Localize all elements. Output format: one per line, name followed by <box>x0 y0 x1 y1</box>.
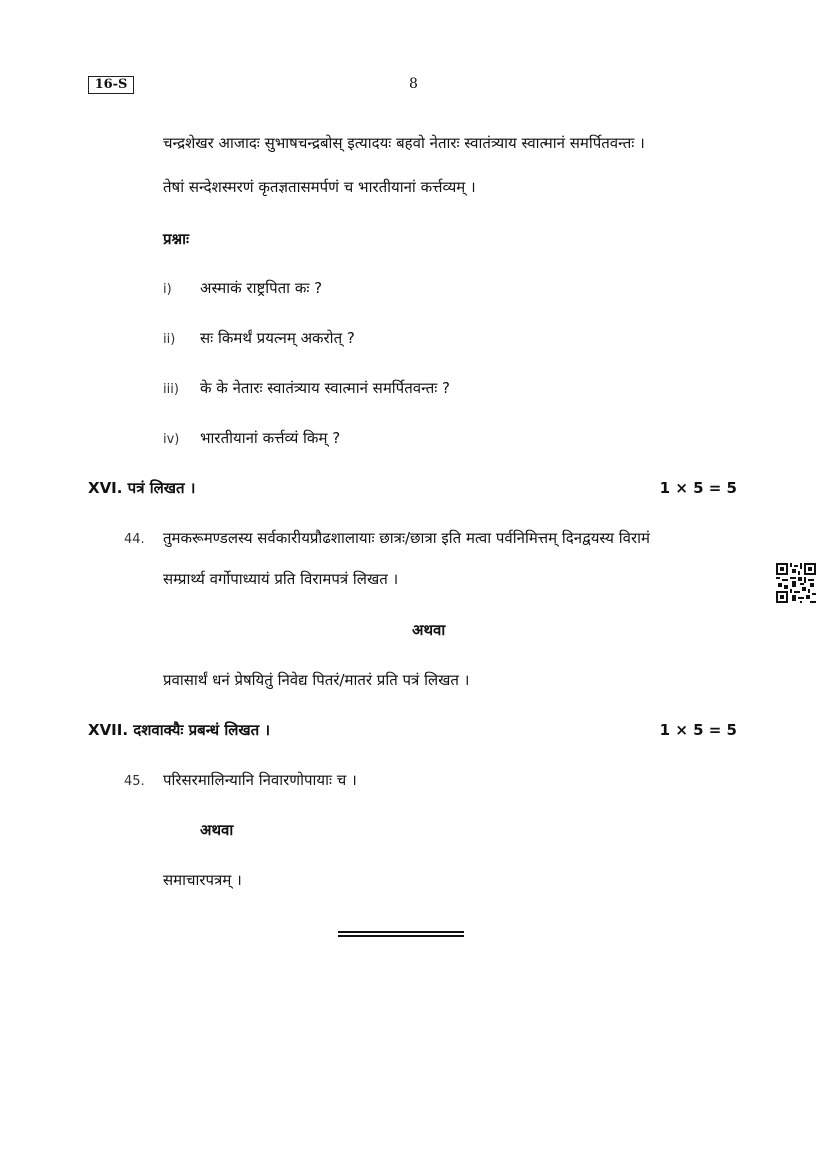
question-text: भारतीयानां कर्त्तव्यं किम् ? <box>200 429 341 447</box>
question-number: i) <box>163 282 172 297</box>
passage-line-1: चन्द्रशेखर आजादः सुभाषचन्द्रबोस् इत्यादयः बहवो नेतारः स्वातंत्र्याय स्वात्मानं समर्पितवन्तः । <box>163 134 645 152</box>
questions-heading: प्रश्नाः <box>163 230 190 248</box>
question-45-number: 45. <box>124 774 145 789</box>
end-rule-bottom <box>338 935 464 937</box>
section-17-title: XVII. दशवाक्यैः प्रबन्धं लिखत । <box>88 721 271 739</box>
end-rule-top <box>338 931 464 933</box>
passage-line-2: तेषां सन्देशस्मरणं कृतज्ञतासमर्पणं च भारतीयानां कर्त्तव्यम् । <box>163 178 476 196</box>
question-number: ii) <box>163 332 176 347</box>
question-44-line-1: तुमकरूमण्डलस्य सर्वकारीयप्रौढशालायाः छात्रः/छात्रा इति मत्वा पर्वनिमित्तम् दिनद्वयस्य विरामं <box>163 529 650 547</box>
question-44-line-2: सम्प्रार्थ्य वर्गोपाध्यायं प्रति विरामपत्रं लिखत । <box>163 570 399 588</box>
paper-code-box: 16-S <box>88 76 134 94</box>
section-16-title: XVI. पत्रं लिखत । <box>88 479 196 497</box>
question-45-text: परिसरमालिन्यानि निवारणोपायाः च । <box>163 771 357 789</box>
question-44-number: 44. <box>124 532 145 547</box>
section-17-marks: 1 × 5 = 5 <box>659 721 737 739</box>
question-44-alternative: प्रवासार्थं धनं प्रेषयितुं निवेद्य पितरं/मातरं प्रति पत्रं लिखत । <box>163 671 470 689</box>
question-number: iii) <box>163 382 179 397</box>
question-number: iv) <box>163 432 180 447</box>
qr-code-icon <box>776 563 816 603</box>
or-separator: अथवा <box>200 821 234 839</box>
or-separator: अथवा <box>412 621 446 639</box>
section-16-marks: 1 × 5 = 5 <box>659 479 737 497</box>
page-number: 8 <box>409 76 418 92</box>
question-45-alternative: समाचारपत्रम् । <box>163 871 242 889</box>
question-text: सः किमर्थं प्रयत्नम् अकरोत् ? <box>200 329 355 347</box>
question-text: के के नेतारः स्वातंत्र्याय स्वात्मानं समर्पितवन्तः ? <box>200 379 451 397</box>
question-text: अस्माकं राष्ट्रपिता कः ? <box>200 279 323 297</box>
